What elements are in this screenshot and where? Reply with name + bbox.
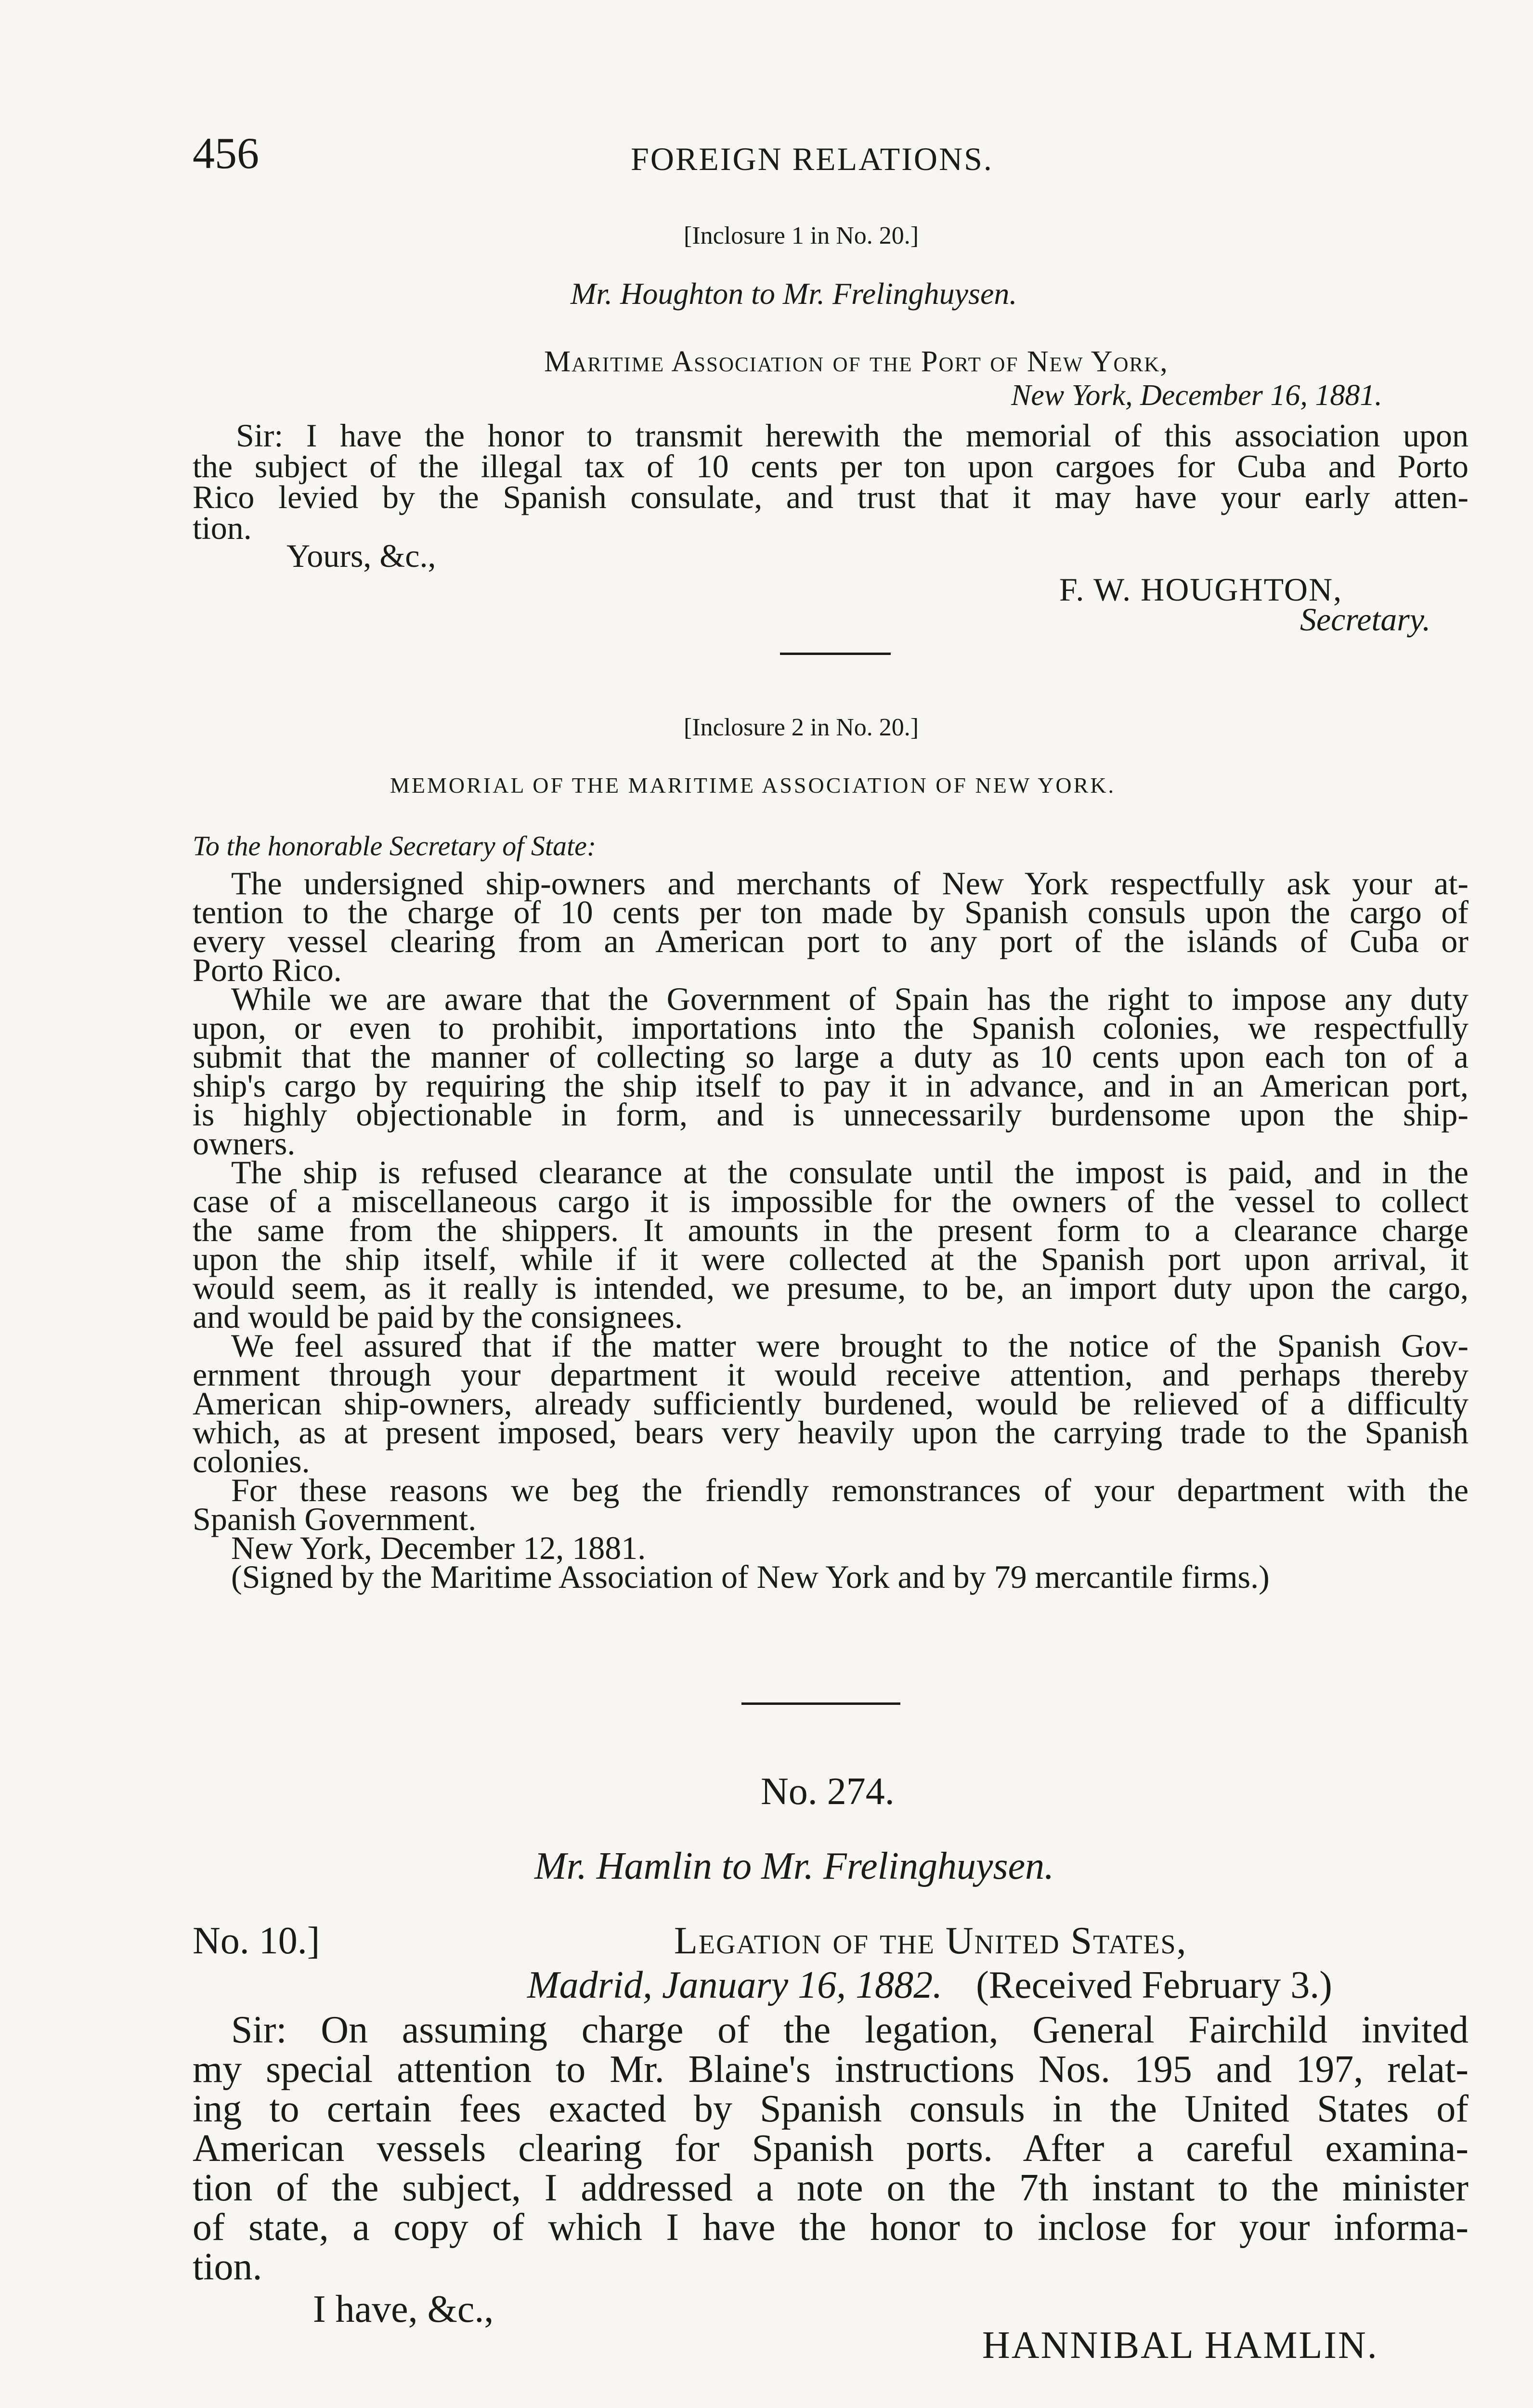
- body-line: American ship-owners, already sufficiently burdened, would be relieved of a difficulty: [193, 1385, 1468, 1422]
- memorial-heading: MEMORIAL OF THE MARITIME ASSOCIATION OF NEW YORK.: [390, 773, 1116, 798]
- body-line: The undersigned ship-owners and merchants of New York respectfully ask your at-: [231, 865, 1468, 902]
- body-line: upon the ship itself, while if it were collected at the Spanish port upon arrival, it: [193, 1241, 1468, 1277]
- body-line: While we are aware that the Government of Spain has the right to impose any duty: [231, 981, 1468, 1017]
- document-number: No. 274.: [761, 1770, 895, 1813]
- body-line: of state, a copy of which I have the honor to inclose for your informa-: [193, 2206, 1468, 2249]
- document-ref: No. 10.]: [193, 1920, 320, 1962]
- body-line: The ship is refused clearance at the consulate until the impost is paid, and in the: [231, 1154, 1468, 1191]
- separator-rule: [780, 653, 891, 655]
- inclosure-1-closing: Yours, &c.,: [286, 537, 436, 574]
- body-line: tion.: [193, 510, 252, 546]
- body-line: For these reasons we beg the friendly remonstrances of your department with the: [231, 1472, 1468, 1508]
- memorial-signed-note: (Signed by the Maritime Association of New York and by 79 mercantile firms.): [231, 1558, 1270, 1595]
- body-line: We feel assured that if the matter were brought to the notice of the Spanish Gov-: [231, 1327, 1468, 1364]
- body-line: Spanish Government.: [193, 1501, 477, 1537]
- body-line: tention to the charge of 10 cents per ton made by Spanish consuls upon the cargo of: [193, 894, 1468, 930]
- body-line: would seem, as it really is intended, we presume, to be, an import duty upon the cargo,: [193, 1269, 1468, 1306]
- body-line: owners.: [193, 1125, 296, 1162]
- memorial-salutation: To the honorable Secretary of State:: [193, 830, 597, 862]
- document-received: (Received February 3.): [976, 1964, 1332, 2006]
- inclosure-1-signer-title: Secretary.: [1300, 601, 1431, 638]
- page-number: 456: [193, 129, 259, 178]
- body-line: case of a miscellaneous cargo it is impossible for the owners of the vessel to collect: [193, 1183, 1468, 1219]
- body-line: Rico levied by the Spanish consulate, and trust that it may have your early atten-: [193, 479, 1468, 515]
- running-title: FOREIGN RELATIONS.: [631, 141, 993, 177]
- body-line: submit that the manner of collecting so large a duty as 10 cents upon each ton of a: [193, 1038, 1468, 1075]
- body-line: tion of the subject, I addressed a note on the 7th instant to the minister: [193, 2167, 1468, 2209]
- separator-rule: [741, 1702, 900, 1705]
- inclosure-1-date-text: New York, December 16, 1881.: [1011, 379, 1382, 412]
- body-line: is highly objectionable in form, and is unnecessarily burdensome upon the ship-: [193, 1096, 1468, 1133]
- body-line: and would be paid by the consignees.: [193, 1298, 683, 1335]
- memorial-date: New York, December 12, 1881.: [231, 1530, 646, 1566]
- inclosure-1-label: [Inclosure 1 in No. 20.]: [684, 222, 919, 249]
- body-line: Sir: I have the honor to transmit herewith the memorial of this association upon: [236, 417, 1468, 454]
- inclosure-1-signer: F. W. HOUGHTON,: [1059, 571, 1343, 608]
- inclosure-1-date: [1011, 380, 1382, 410]
- body-line: every vessel clearing from an American port to any port of the islands of Cuba or: [193, 923, 1468, 959]
- body-line: American vessels clearing for Spanish ports. After a careful examina-: [193, 2127, 1468, 2170]
- body-line: the subject of the illegal tax of 10 cents per ton upon cargoes for Cuba and Porto: [193, 448, 1468, 484]
- inclosure-1-origin: Maritime Association of the Port of New York,: [544, 345, 1169, 378]
- body-line: colonies.: [193, 1443, 310, 1479]
- document-origin: Legation of the United States,: [674, 1920, 1187, 1962]
- body-line: my special attention to Mr. Blaine's instructions Nos. 195 and 197, relat-: [193, 2048, 1468, 2091]
- body-line: ernment through your department it would receive attention, and perhaps thereby: [193, 1356, 1468, 1393]
- body-line: ship's cargo by requiring the ship itself to pay it in advance, and in an American port,: [193, 1067, 1468, 1104]
- body-line: the same from the shippers. It amounts in the present form to a clearance charge: [193, 1212, 1468, 1248]
- body-line: which, as at present imposed, bears very heavily upon the carrying trade to the Spanish: [193, 1414, 1468, 1451]
- document-closing: I have, &c.,: [313, 2288, 494, 2330]
- body-line: tion.: [193, 2246, 262, 2288]
- body-line: ing to certain fees exacted by Spanish consuls in the United States of: [193, 2088, 1468, 2130]
- body-line: Sir: On assuming charge of the legation, General Fairchild invited: [231, 2009, 1468, 2051]
- document-date: Madrid, January 16, 1882.: [527, 1964, 943, 2006]
- inclosure-1-heading: Mr. Houghton to Mr. Frelinghuysen.: [571, 276, 1017, 311]
- body-line: Porto Rico.: [193, 952, 342, 988]
- document-dateline: [527, 1966, 1332, 2004]
- document-heading: Mr. Hamlin to Mr. Frelinghuysen.: [534, 1845, 1054, 1887]
- inclosure-2-label: [Inclosure 2 in No. 20.]: [684, 714, 919, 741]
- document-signer: HANNIBAL HAMLIN.: [982, 2324, 1378, 2367]
- body-line: upon, or even to prohibit, importations into the Spanish colonies, we respectfully: [193, 1009, 1468, 1046]
